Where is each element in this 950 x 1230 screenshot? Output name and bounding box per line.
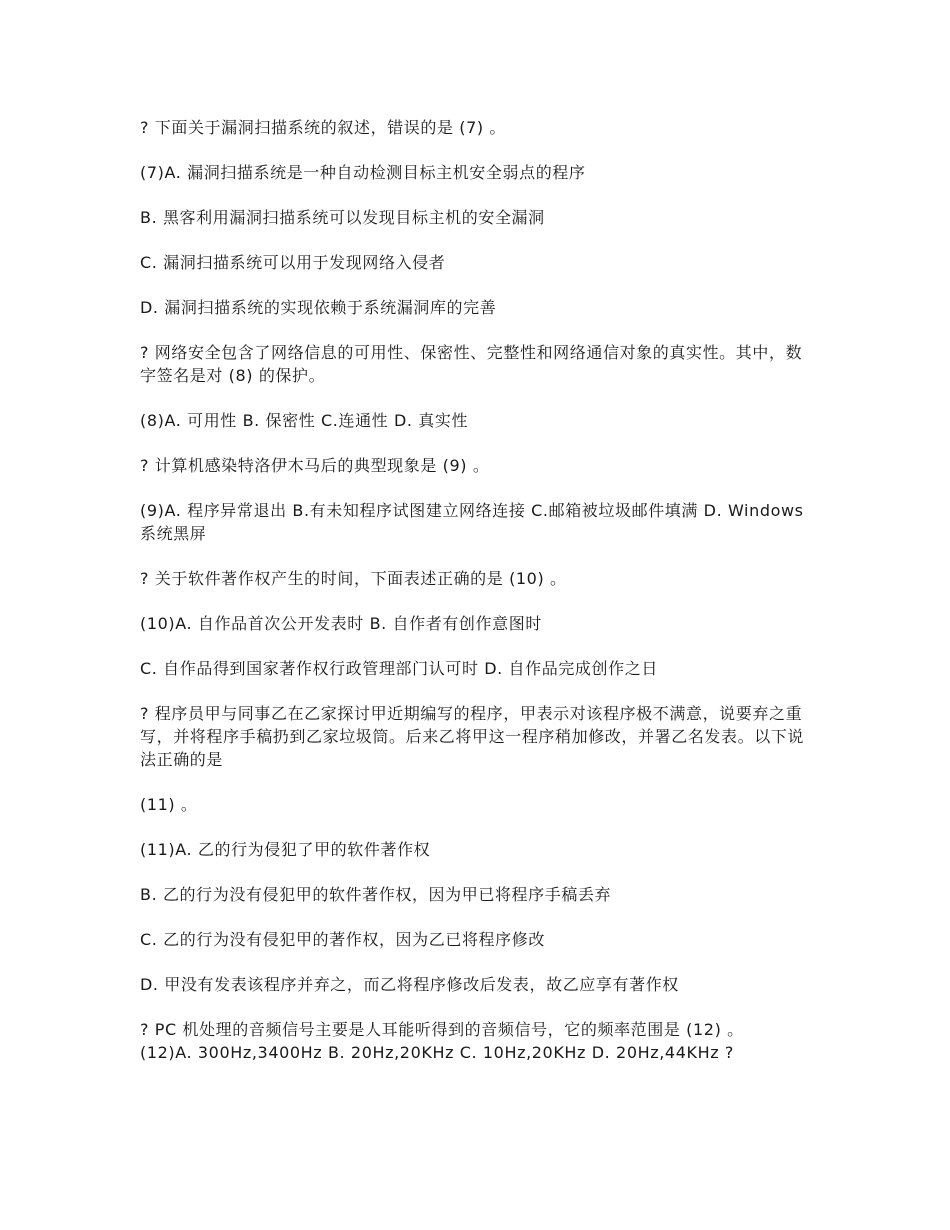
question-11-option-c: C. 乙的行为没有侵犯甲的著作权，因为乙已将程序修改 [140, 930, 545, 949]
document-page [140, 116, 810, 1064]
question-7-stem: ? 下面关于漏洞扫描系统的叙述，错误的是 (7) 。 [140, 118, 507, 137]
question-8-options: (8)A. 可用性 B. 保密性 C.连通性 D. 真实性 [140, 411, 469, 430]
question-7-option-d: D. 漏洞扫描系统的实现依赖于系统漏洞库的完善 [140, 298, 497, 317]
question-9-options: (9)A. 程序异常退出 B.有未知程序试图建立网络连接 C.邮箱被垃圾邮件填满 D. Windows 系统黑屏 [140, 501, 810, 543]
question-11-stem: ? 程序员甲与同事乙在乙家探讨甲近期编写的程序，甲表示对该程序极不满意，说要弃之重写，并将程序手稿扔到乙家垃圾筒。后来乙将甲这一程序稍加修改，并署乙名发表。以下说法正确的是 [140, 704, 805, 769]
question-12-stem: ? PC 机处理的音频信号主要是人耳能听得到的音频信号，它的频率范围是 (12) 。 [140, 1020, 744, 1039]
question-7-option-b: B. 黑客利用漏洞扫描系统可以发现目标主机的安全漏洞 [140, 208, 545, 227]
question-7-option-c: C. 漏洞扫描系统可以用于发现网络入侵者 [140, 253, 446, 272]
question-10-options-cd: C. 自作品得到国家著作权行政管理部门认可时 D. 自作品完成创作之日 [140, 659, 658, 678]
question-12-options: (12)A. 300Hz,3400Hz B. 20Hz,20KHz C. 10Hz,20KHz D. 20Hz,44KHz ? [140, 1043, 734, 1062]
question-11-option-d: D. 甲没有发表该程序并弃之，而乙将程序修改后发表，故乙应享有著作权 [140, 975, 679, 994]
question-11-option-a: (11)A. 乙的行为侵犯了甲的软件著作权 [140, 840, 431, 859]
question-11-blank: (11) 。 [140, 795, 198, 814]
question-7-option-a: (7)A. 漏洞扫描系统是一种自动检测目标主机安全弱点的程序 [140, 163, 586, 182]
question-10-stem: ? 关于软件著作权产生的时间，下面表述正确的是 (10) 。 [140, 569, 567, 588]
question-11-option-b: B. 乙的行为没有侵犯甲的软件著作权，因为甲已将程序手稿丢弃 [140, 885, 612, 904]
question-9-stem: ? 计算机感染特洛伊木马后的典型现象是 (9) 。 [140, 456, 490, 475]
question-8-stem: ? 网络安全包含了网络信息的可用性、保密性、完整性和网络通信对象的真实性。其中，数字签名是对 (8) 的保护。 [140, 343, 803, 385]
question-10-options-ab: (10)A. 自作品首次公开发表时 B. 自作者有创作意图时 [140, 614, 542, 633]
